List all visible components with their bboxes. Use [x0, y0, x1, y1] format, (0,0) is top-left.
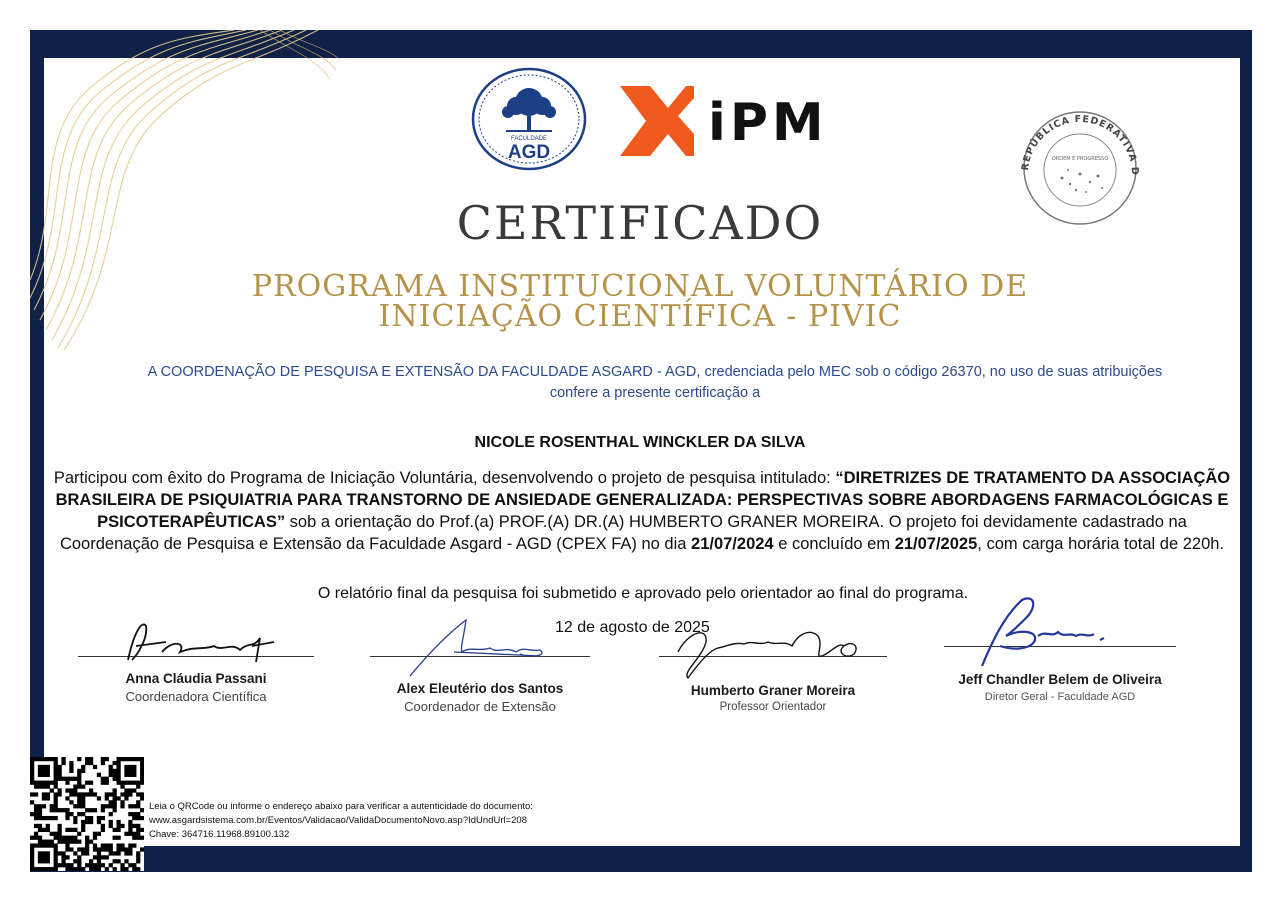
body-text-3: e concluído em: [773, 535, 895, 553]
seal-text: REPÚBLICA FEDERATIVA D: [1020, 113, 1141, 177]
signer-role: Coordenadora Científica: [125, 689, 267, 704]
certificate-body: [46, 467, 1238, 555]
signature-block-extension: [370, 612, 590, 714]
signature-block-coordinator: [76, 612, 316, 704]
handwritten-signature: [370, 612, 590, 682]
body-text-4: , com carga horária total de 220h.: [977, 535, 1225, 553]
agd-logo-small-text: FACULDADE: [510, 136, 548, 142]
concluded-date: 21/07/2025: [894, 535, 978, 553]
signer-role: Professor Orientador: [719, 701, 827, 713]
handwritten-signature: [76, 612, 316, 672]
verification-info: [149, 800, 533, 842]
signer-name: Alex Eleutério dos Santos: [396, 681, 564, 696]
certificate-title: CERTIFICADO: [456, 196, 824, 250]
registered-date: 21/07/2024: [691, 535, 774, 553]
agd-logo: [470, 66, 588, 172]
signature-block-advisor: [648, 612, 898, 713]
body-text-1: Participou com êxito do Programa de Iniciação Voluntária, desenvolvendo o projeto de pesquisa intitulado:: [53, 469, 836, 487]
signer-name: Humberto Graner Moreira: [690, 683, 856, 698]
program-title: [150, 269, 1130, 334]
svg-text:REPÚBLICA FEDERATIVA DO BRASIL: [1010, 108, 1140, 176]
signature-block-director: [942, 592, 1178, 703]
seal-motto: ORDEM E PROGRESSO: [1051, 156, 1109, 162]
program-title-line2: INICIAÇÃO CIENTÍFICA - PIVIC: [378, 299, 902, 334]
report-statement: O relatório final da pesquisa foi submetido e aprovado pelo orientador ao final do programa.: [317, 585, 969, 602]
intro-line1: A COORDENAÇÃO DE PESQUISA E EXTENSÃO DA FACULDADE ASGARD - AGD, credenciada pelo MEC sob o código 26370, no uso de suas atribuições: [147, 364, 1163, 380]
issue-date: 12 de agosto de 2025: [555, 619, 710, 636]
ipm-logo-text: iPM: [708, 93, 828, 153]
handwritten-signature: [648, 612, 898, 682]
agd-logo-text: AGD: [507, 142, 551, 163]
intro-statement: [90, 362, 1220, 404]
recipient-name: NICOLE ROSENTHAL WINCKLER DA SILVA: [474, 434, 806, 451]
signer-name: Jeff Chandler Belem de Oliveira: [958, 672, 1162, 687]
signer-name: Anna Cláudia Passani: [125, 671, 267, 686]
body-text-2: sob a orientação do Prof.(a) PROF.(A) DR.(A) HUMBERTO GRANER MOREIRA. O projeto foi devidamente cadastrado na Coordenação de Pesquisa e Extensão da Faculdade Asgard - AGD (CPEX FA) no dia: [59, 513, 1187, 553]
signer-role: Diretor Geral - Faculdade AGD: [984, 691, 1136, 703]
verification-url[interactable]: www.asgardsistema.com.br/Eventos/Validacao/ValidaDocumentoNovo.asp?IdUndUrl=208: [149, 815, 527, 826]
handwritten-signature: [942, 592, 1178, 672]
verification-instructions: Leia o QRCode ou informe o endereço abaixo para verificar a autenticidade do documento:: [149, 801, 533, 812]
program-title-line1: PROGRAMA INSTITUCIONAL VOLUNTÁRIO DE: [251, 269, 1029, 304]
signer-role: Coordenador de Extensão: [404, 699, 556, 714]
project-title: “DIRETRIZES DE TRATAMENTO DA ASSOCIAÇÃO BRASILEIRA DE PSIQUIATRIA PARA TRANSTORNO DE ANSIEDADE GENERALIZADA: PERSPECTIVAS SOBRE ABORDAGENS FARMACOLÓGICAS E PSICOTERAPÊUTICAS”: [55, 469, 1231, 531]
verification-qr-code[interactable]: [30, 757, 144, 871]
ipm-logo: [616, 84, 852, 158]
intro-line2: confere a presente certificação a: [549, 385, 761, 401]
verification-key: Chave: 364716.11968.89100.132: [149, 829, 290, 840]
